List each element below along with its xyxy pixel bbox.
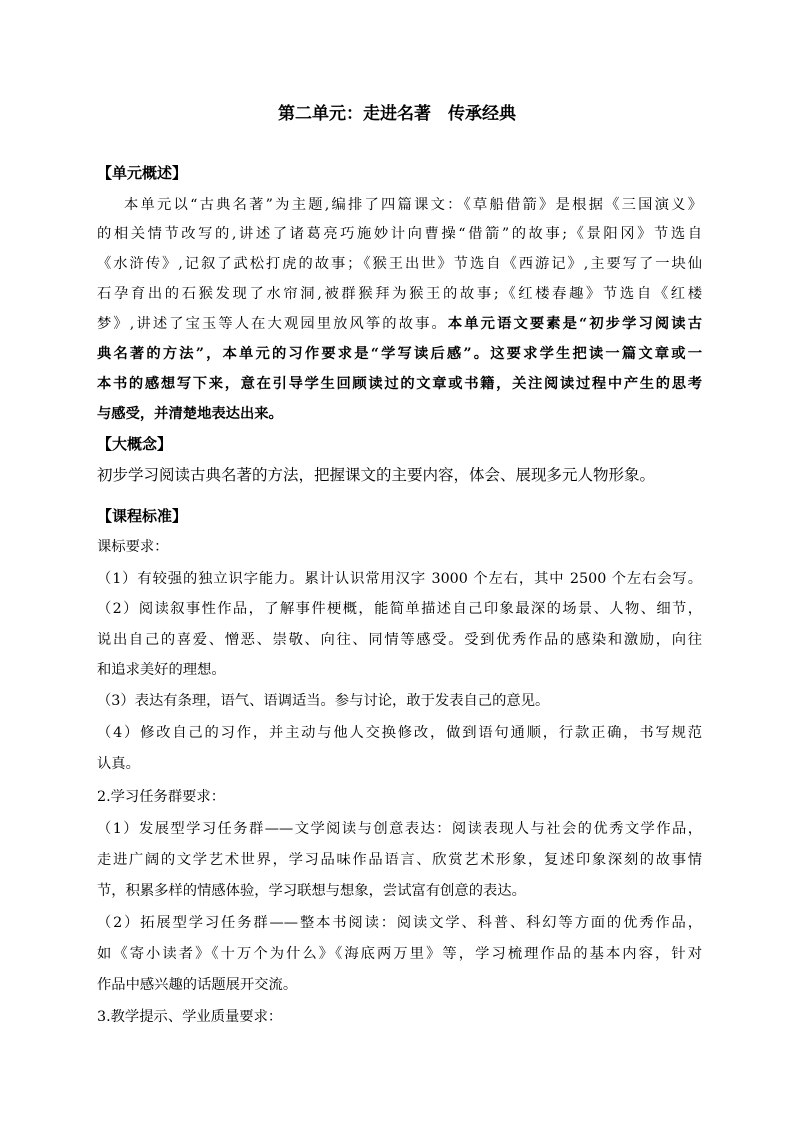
overview-bold-line-1: 典名著的方法”，本单元的习作要求是“学写读后感”。这要求学生把读一篇文章或一 [97, 346, 702, 362]
overview-line-5-normal: 梦》,讲述了宝玉等人在大观园里放风筝的故事。 [97, 316, 448, 332]
overview-heading: 【单元概述】 [97, 164, 188, 182]
overview-line-3: 《水浒传》,记叙了武松打虎的故事；《猴王出世》节选自《西游记》,主要写了一块仙 [97, 256, 702, 272]
standards-line-5: 和追求美好的理想。 [97, 662, 226, 678]
standards-line-12: 节，积累多样的情感体验，学习联想与想象，尝试富有创意的表达。 [97, 883, 526, 899]
overview-bold-line-2: 本书的感想写下来，意在引导学生回顾读过的文章或书籍，关注阅读过程中产生的思考 [97, 376, 702, 392]
overview-bold-line-3: 与感受，并清楚地表达出来。 [97, 406, 283, 422]
overview-line-4: 石孕育出的石猴发现了水帘洞,被群猴拜为猴王的故事;《红楼春趣》节选自《红楼 [97, 286, 702, 302]
overview-line-2: 的相关情节改写的,讲述了诸葛亮巧施妙计向曹操“借箭”的故事;《景阳冈》节选自 [97, 226, 702, 242]
standards-line-8: 认真。 [97, 756, 140, 772]
standards-line-13: （2）拓展型学习任务群——整本书阅读：阅读文学、科普、科幻等方面的优秀作品， [97, 915, 702, 931]
standards-line-15: 作品中感兴趣的话题展开交流。 [97, 977, 298, 993]
big-concept-text: 初步学习阅读古典名著的方法，把握课文的主要内容，体会、展现多元人物形象。 [97, 466, 656, 484]
page-title: 第二单元：走进名著 传承经典 [278, 104, 516, 124]
standards-line-2: （1）有较强的独立识字能力。累计认识常用汉字 3000 个左右，其中 2500 个左右会写。 [97, 571, 702, 587]
standards-line-10: （1）发展型学习任务群——文学阅读与创意表达：阅读表现人与社会的优秀文学作品， [97, 821, 702, 837]
overview-line-5 [97, 313, 702, 335]
overview-line-5-bold: 本单元语文要素是“初步学习阅读古 [447, 316, 702, 332]
standards-line-9: 2.学习任务群要求： [97, 789, 226, 805]
standards-line-7: （4）修改自己的习作，并主动与他人交换修改，做到语句通顺，行款正确，书写规范 [97, 725, 702, 741]
standards-line-14: 如《寄小读者》《十万个为什么》《海底两万里》等，学习梳理作品的基本内容，针对 [97, 946, 702, 962]
big-concept-heading: 【大概念】 [97, 435, 173, 453]
overview-line-1: 本单元以“古典名著”为主题,编排了四篇课文：《草船借箭》是根据《三国演义》 [124, 197, 702, 213]
standards-line-6: （3）表达有条理，语气、语调适当。参与讨论，敢于发表自己的意见。 [97, 693, 550, 709]
standards-line-11: 走进广阔的文学艺术世界，学习品味作品语言、欣赏艺术形象，复述印象深刻的故事情 [97, 852, 702, 868]
standards-line-16: 3.教学提示、学业质量要求： [97, 1009, 283, 1025]
standards-line-3: （2）阅读叙事性作品，了解事件梗概，能简单描述自己印象最深的场景、人物、细节， [97, 601, 702, 617]
standards-heading: 【课程标准】 [97, 507, 188, 525]
standards-line-4: 说出自己的喜爱、憎恶、崇敬、向往、同情等感受。受到优秀作品的感染和激励，向往 [97, 632, 702, 648]
standards-line-1: 课标要求： [97, 539, 169, 555]
